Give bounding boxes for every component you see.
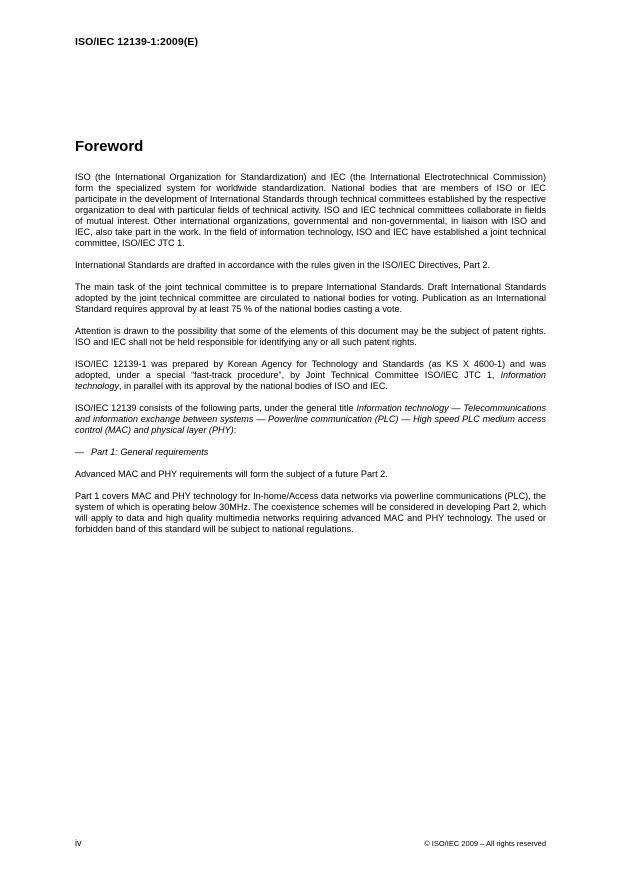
paragraph-prepared-by <box>75 359 546 392</box>
list-item-text: Part 1: General requirements <box>91 447 209 457</box>
foreword-body <box>75 172 546 546</box>
paragraph-prepared-by-italic: Information technology <box>75 370 546 391</box>
paragraph-parts <box>75 403 546 436</box>
paragraph-parts-text: ISO/IEC 12139 consists of the following parts, under the general title <box>75 403 357 413</box>
paragraph-directives: International Standards are drafted in accordance with the rules given in the ISO/IEC Directives, Part 2. <box>75 260 490 270</box>
paragraph-parts-title: Information technology — Telecommunications and information exchange between systems — Powerline communication (PLC) — High speed PLC medium access control (MAC) and physical layer (PHY) <box>75 403 546 435</box>
paragraph-prepared-by-text: ISO/IEC 12139-1 was prepared by Korean Agency for Technology and Standards (as KS X 4600-1) and was adopted, under a special “fast-track procedure”, by Joint Technical Committee ISO/IEC JTC 1, <box>75 359 546 380</box>
page-number: iv <box>75 838 82 848</box>
page-title: Foreword <box>75 138 144 155</box>
copyright-notice: © ISO/IEC 2009 – All rights reserved <box>424 839 546 848</box>
paragraph-part1-scope: Part 1 covers MAC and PHY technology for In-home/Access data networks via powerline communications (PLC), the system of which is operating below 30MHz. The coexistence schemes will be considered in developing Part 2, which will apply to data and high quality multimedia networks requiring advanced MAC and PHY technology. The used or forbidden band of this standard will be subject to national regulations. <box>75 491 546 534</box>
list-dash: — <box>75 447 85 457</box>
paragraph-future-part: Advanced MAC and PHY requirements will form the subject of a future Part 2. <box>75 469 388 479</box>
paragraph-prepared-by-tail: , in parallel with its approval by the national bodies of ISO and IEC. <box>119 381 388 391</box>
paragraph-main-task: The main task of the joint technical committee is to prepare International Standards. Draft International Standards adopted by the joint technical committee are circulated to national bodies for voting. Publication as an International Standard requires approval by at least 75 % of the national bodies casting a vote. <box>75 282 546 314</box>
paragraph-parts-tail: : <box>233 425 237 435</box>
list-item <box>75 447 546 458</box>
paragraph-patent-notice: Attention is drawn to the possibility that some of the elements of this document may be the subject of patent rights. ISO and IEC shall not be held responsible for identifying any or all such patent rights. <box>75 326 546 347</box>
document-identifier: ISO/IEC 12139-1:2009(E) <box>75 36 199 48</box>
paragraph-iso-iec-intro: ISO (the International Organization for Standardization) and IEC (the International Electrotechnical Commission) form the specialized system for worldwide standardization. National bodies that are members of ISO or IEC participate in the development of International Standards through technical committees established by the respective organization to deal with particular fields of technical activity. ISO and IEC technical committees collaborate in fields of mutual interest. Other international organizations, governmental and non-governmental, in liaison with ISO and IEC, also take part in the work. In the field of information technology, ISO and IEC have established a joint technical committee, ISO/IEC JTC 1. <box>75 172 546 248</box>
